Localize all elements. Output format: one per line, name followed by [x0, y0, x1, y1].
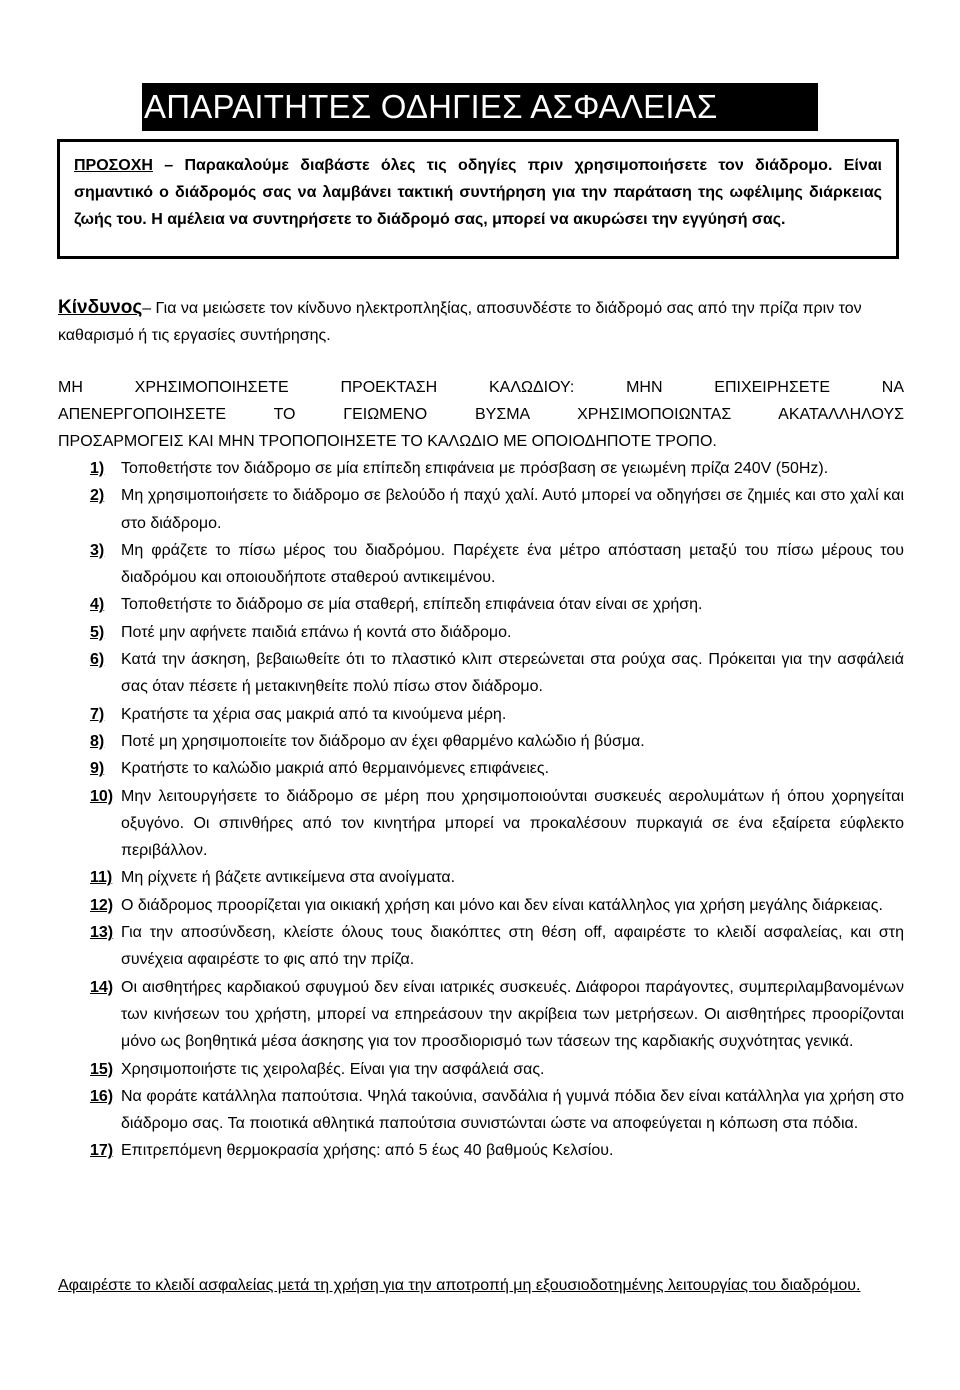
safety-key-note: Αφαιρέστε το κλειδί ασφαλείας μετά τη χρήση για την αποτροπή μη εξουσιοδοτημένης λειτουργίας του διαδρόμου. — [58, 1277, 861, 1294]
item-number: 9) — [90, 760, 105, 778]
item-number: 17) — [90, 1142, 114, 1160]
item-number: 2) — [90, 487, 105, 505]
item-number: 3) — [90, 541, 105, 559]
item-number: 10) — [90, 787, 114, 805]
item-number: 6) — [90, 651, 105, 669]
danger-paragraph — [58, 294, 904, 349]
list-item — [90, 646, 904, 701]
item-text: Κατά την άσκηση, βεβαιωθείτε ότι το πλαστικό κλιπ στερεώνεται στα ρούχα σας. Πρόκειται για την ασφάλειά σας όταν πέσετε ή μετακινηθείτε πολύ πίσω στον διάδρομο. — [121, 651, 904, 696]
item-text: Μη ρίχνετε ή βάζετε αντικείμενα στα ανοίγματα. — [121, 869, 456, 887]
list-item — [90, 1056, 904, 1083]
item-number: 8) — [90, 732, 105, 750]
caution-text: – Παρακαλούμε διαβάστε όλες τις οδηγίες πριν χρησιμοποιήσετε τον διάδρομο. Είναι σημαντικό ο διάδρομός σας να λαμβάνει τακτική συντήρηση για την παράταση της ωφέλιμης διάρκειας ζωής του. Η αμέλεια να συντηρήσετε το διάδρομό σας, μπορεί να ακυρώσει την εγγύησή σας. — [74, 157, 882, 228]
item-text: Κρατήστε τα χέρια σας μακριά από τα κινούμενα μέρη. — [121, 705, 507, 723]
item-number: 7) — [90, 705, 105, 723]
cable-warning-line: ΜΗ ΧΡΗΣΙΜΟΠΟΙΗΣΕΤΕ ΠΡΟΕΚΤΑΣΗ ΚΑΛΩΔΙΟΥ: ΜΗΝ ΕΠΙΧΕΙΡΗΣΕΤΕ ΝΑ — [58, 379, 904, 396]
list-item — [90, 783, 904, 865]
list-item — [90, 482, 904, 537]
list-item — [90, 619, 904, 646]
danger-text: – Για να μειώσετε τον κίνδυνο ηλεκτροπληξίας, αποσυνδέστε το διάδρομό σας από την πρίζα πριν τον καθαρισμό ή τις εργασίες συντήρησης. — [58, 300, 862, 344]
page-title-banner — [142, 83, 818, 131]
list-item — [90, 537, 904, 592]
item-text: Ο διάδρομος προορίζεται για οικιακή χρήση και μόνο και δεν είναι κατάλληλος για χρήση μεγάλης διάρκειας. — [121, 896, 883, 914]
item-text: Οι αισθητήρες καρδιακού σφυγμού δεν είναι ιατρικές συσκευές. Διάφοροι παράγοντες, συμπεριλαμβανομένων των κινήσεων του χρήστη, μπορεί να επηρεάσουν την ακρίβεια των μετρήσεων. Οι αισθητήρες προορίζονται μόνο ως βοηθητικά μέσα άσκησης για τον προσδιορισμό των τάσεων της καρδιακής συχνότητας γενικά. — [121, 978, 904, 1051]
item-text: Για την αποσύνδεση, κλείστε όλους τους διακόπτες στη θέση off, αφαιρέστε το κλειδί ασφαλείας, και στη συνέχεια αφαιρέστε το φις από την πρίζα. — [121, 924, 904, 969]
item-text: Κρατήστε το καλώδιο μακριά από θερμαινόμενες επιφάνειες. — [121, 760, 550, 778]
item-text: Μη φράζετε το πίσω μέρος του διαδρόμου. Παρέχετε ένα μέτρο απόσταση μεταξύ του πίσω μέρους του διαδρόμου και οποιουδήποτε σταθερού αντικειμένου. — [121, 541, 904, 587]
item-text: Τοποθετήστε τον διάδρομο σε μία επίπεδη επιφάνεια με πρόσβαση σε γειωμένη πρίζα 240V (50Hz). — [121, 460, 829, 477]
item-text: Επιτρεπόμενη θερμοκρασία χρήσης: από 5 έως 40 βαθμούς Κελσίου. — [121, 1142, 614, 1160]
item-text: Μην λειτουργήσετε το διάδρομο σε μέρη που χρησιμοποιούνται συσκευές αερολυμάτων ή όπου χορηγείται οξυγόνο. Οι σπινθήρες από τον κινητήρα μπορεί να προκαλέσουν πυρκαγιά σε ένα εξαίρετα εύφλεκτο περιβάλλον. — [121, 787, 904, 860]
caution-box — [57, 139, 899, 259]
item-number: 16) — [90, 1087, 114, 1105]
cable-warning-line: ΑΠΕΝΕΡΓΟΠΟΙΗΣΕΤΕ ΤΟ ΓΕΙΩΜΕΝΟ ΒΥΣΜΑ ΧΡΗΣΙΜΟΠΟΙΩΝΤΑΣ ΑΚΑΤΑΛΛΗΛΟΥΣ — [58, 406, 904, 423]
item-number: 4) — [90, 596, 105, 614]
item-number: 11) — [90, 869, 113, 887]
item-text: Χρησιμοποιήστε τις χειρολαβές. Είναι για την ασφάλειά σας. — [121, 1060, 545, 1078]
list-item — [90, 1083, 904, 1138]
item-number: 15) — [90, 1060, 114, 1078]
list-item — [90, 864, 904, 891]
list-item — [90, 701, 904, 728]
item-number: 5) — [90, 623, 105, 641]
cable-warning-line: ΠΡΟΣΑΡΜΟΓΕΙΣ ΚΑΙ ΜΗΝ ΤΡΟΠΟΠΟΙΗΣΕΤΕ ΤΟ ΚΑΛΩΔΙΟ ΜΕ ΟΠΟΙΟΔΗΠΟΤΕ ΤΡΟΠΟ. — [58, 433, 717, 450]
list-item — [90, 755, 904, 782]
list-item — [90, 455, 904, 482]
safety-instructions-list — [90, 455, 904, 1165]
item-text: Μη χρησιμοποιήσετε το διάδρομο σε βελούδο ή παχύ χαλί. Αυτό μπορεί να οδηγήσει σε ζημιές και στο χαλί και στο διάδρομο. — [121, 487, 904, 532]
item-number: 1) — [90, 460, 105, 477]
item-number: 13) — [90, 924, 114, 942]
caution-label: ΠΡΟΣΟΧΗ — [74, 157, 153, 174]
page-title: ΑΠΑΡΑΙΤΗΤΕΣ ΟΔΗΓΙΕΣ ΑΣΦΑΛΕΙΑΣ — [144, 88, 718, 125]
item-text: Τοποθετήστε το διάδρομο σε μία σταθερή, επίπεδη επιφάνεια όταν είναι σε χρήση. — [121, 596, 703, 614]
list-item — [90, 591, 904, 618]
list-item — [90, 974, 904, 1056]
item-text: Ποτέ μη χρησιμοποιείτε τον διάδρομο αν έχει φθαρμένο καλώδιο ή βύσμα. — [121, 732, 645, 750]
item-number: 12) — [90, 896, 114, 914]
list-item — [90, 919, 904, 974]
item-text: Ποτέ μην αφήνετε παιδιά επάνω ή κοντά στο διάδρομο. — [121, 623, 512, 641]
danger-label: Κίνδυνος — [58, 297, 143, 318]
item-text: Να φοράτε κατάλληλα παπούτσια. Ψηλά τακούνια, σανδάλια ή γυμνά πόδια δεν είναι κατάλληλα για χρήση στο διάδρομο σας. Τα ποιοτικά αθλητικά παπούτσια συνιστώνται ώστε να αποφεύγεται η κόπωση στα πόδια. — [121, 1087, 904, 1133]
list-item — [90, 892, 904, 919]
item-number: 14) — [90, 978, 114, 996]
list-item — [90, 728, 904, 755]
cable-warning — [58, 374, 904, 455]
list-item — [90, 1137, 904, 1164]
